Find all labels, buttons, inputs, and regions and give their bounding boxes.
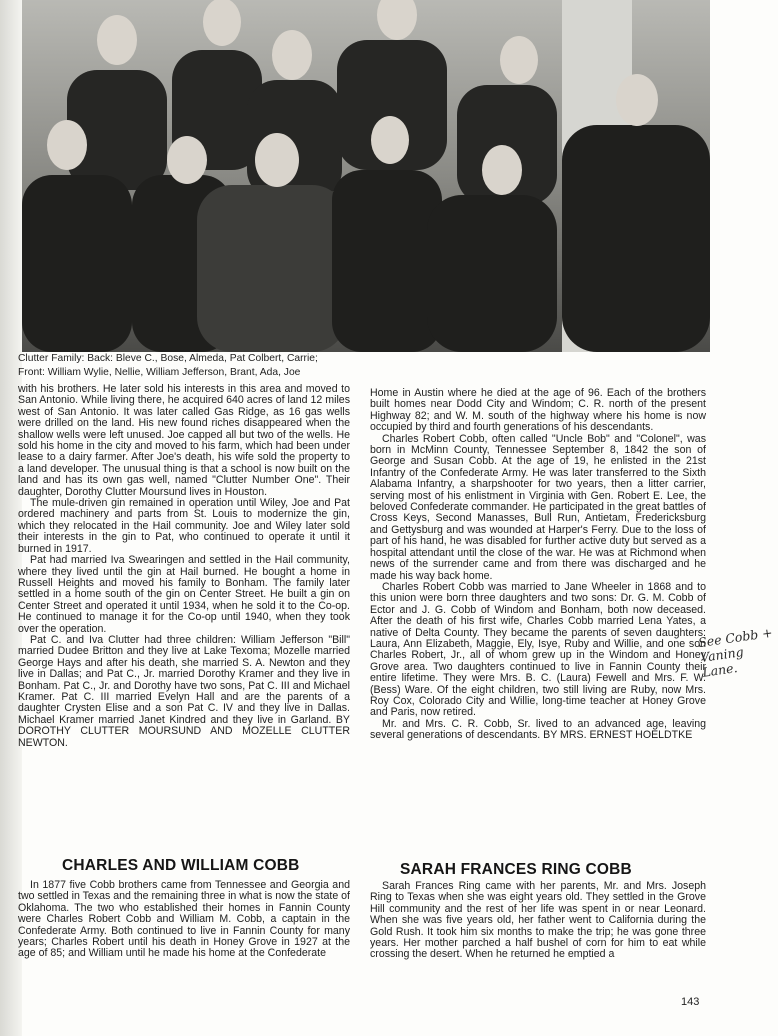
handwritten-line-3: Lane. (701, 660, 739, 680)
left-column-lower (18, 880, 350, 960)
right-column (370, 388, 706, 742)
page-number: 143 (681, 996, 700, 1008)
caption-line-1: Clutter Family: Back: Bleve C., Bose, Almeda, Pat Colbert, Carrie; (18, 353, 318, 364)
right-paragraph-4: Mr. and Mrs. C. R. Cobb, Sr. lived to an advanced age, leaving several generations of descendants. BY MRS. ERNEST HOELDTKE (370, 717, 706, 742)
heading-sarah-frances-ring-cobb: SARAH FRANCES RING COBB (400, 861, 632, 878)
right-paragraph-5: Sarah Frances Ring came with her parents, Mr. and Mrs. Joseph Ring to Texas when she was eight years old. They settled in the Grove Hill community and the rest of her life was spent in or near Leonard. When she was five years old, her father went to California during the Gold Rush. It took him six months to make the trip; he was gone three years. Her mother parched a half bushel of corn for him to eat while crossing the desert. When he returned he emptied a (370, 880, 706, 961)
right-column-lower (370, 881, 706, 961)
handwritten-note (697, 625, 775, 680)
left-paragraph-4: Pat C. and Iva Clutter had three children: William Jefferson "Bill" married Dudee Britton and they live at Lake Texoma; Mozelle married George Hays and after his death, she married S. A. Newton and they live in Dallas; and Pat C., Jr. married Dorothy Kramer and they live in Bonham. Pat C., Jr. and Dorothy have two sons, Pat C. III and Michael Kramer. Pat C. III married Evelyn Hall and are the parents of a daughter Crysten Elise and a son Pat C. IV and they live in Dallas. Michael Kramer married Janet Kindred and they live in Garland. BY DOROTHY CLUTTER MOURSUND AND MOZELLE CLUTTER NEWTON. (18, 633, 350, 749)
caption-line-2: Front: William Wylie, Nellie, William Jefferson, Brant, Ada, Joe (18, 366, 301, 378)
family-photograph (22, 0, 710, 352)
handwritten-line-2: Vaning (699, 644, 745, 665)
left-paragraph-5: In 1877 five Cobb brothers came from Tennessee and Georgia and two settled in Texas and the remaining three in what is now the state of Oklahoma. The two who established their homes in Fannin County were Charles Robert Cobb and William M. Cobb, a captain in the Confederate Army. Both continued to live in Fannin County for many years; Charles Robert until his death in Honey Grove in 1927 at the age of 85; and William until he made his home at the Confederate (18, 879, 350, 960)
left-column (18, 384, 350, 749)
left-paragraph-2: The mule-driven gin remained in operation until Wiley, Joe and Pat ordered machinery and parts from St. Louis to modernize the gin, which they relocated in the Hail community. Joe and Wiley later sold their interests in the gin to Pat, who continued to operate it until it burned in 1917. (18, 497, 350, 555)
left-paragraph-1: with his brothers. He later sold his interests in this area and moved to San Antonio. While living there, he acquired 640 acres of land 12 miles west of San Antonio. It was later called Gas Ridge, as 16 gas wells were drilled on the land. His new found riches disappeared when the shallow wells were left unused. Joe capped all but two of the wells. He sold his home in the city and moved to his farm, which had been under lease to a dairy farmer. After Joe's death, his wife sold the property to a land developer. The unusual thing is that a school is now built on the land and has its own gas well, named "Clutter Number One". Their daughter, Dorothy Clutter Moursund lives in Houston. (18, 383, 350, 498)
handwritten-line-1: See Cobb + (697, 624, 774, 651)
right-paragraph-2: Charles Robert Cobb, often called "Uncle Bob" and "Colonel", was born in McMinn County, Tennessee September 8, 1842 the son of George and Susan Cobb. At the age of 19, he enlisted in the 21st Infantry of the Confederate Army. He was later transferred to the Sixth Alabama Infantry, a sharpshooter for two years, then a litter carrier, serving most of his enlistment in Virginia with Gen. Robert E. Lee, the beloved Confederate commander. He participated in the great battles of Cross Keys, Second Manasses, Bull Run, Antietam, Fredericksburg and Gettysburg and was wounded at Harper's Ferry. Due to the loss of part of his hand, he was disabled for further active duty but served as a hospital attendant until the close of the war. He was at Richmond when news of the surrender came and from there was discharged and he made his way back home. (370, 432, 706, 582)
right-paragraph-1: Home in Austin where he died at the age of 96. Each of the brothers built homes near Dodd City and Windom; C. R. north of the present Highway 82; and W. M. south of the highway where his home is now occupied by third and fourth generations of his descendants. (370, 387, 706, 434)
left-paragraph-3: Pat had married Iva Swearingen and settled in the Hail community, where they lived until the gin at Hail burned. He bought a home in Russell Heights and moved his family to Bonham. The family later settled in a home south of the gin on Center Street. He built a gin on Center Street and operated it until 1934, when he sold it to the Co-op. He continued to manage it for the Co-op until 1940, when they took over the operation. (18, 554, 350, 635)
photo-caption (18, 352, 718, 379)
heading-charles-and-william-cobb: CHARLES AND WILLIAM COBB (62, 857, 300, 874)
right-paragraph-3: Charles Robert Cobb was married to Jane Wheeler in 1868 and to this union were born three daughters and two sons: Dr. G. M. Cobb of Ector and J. G. Cobb of Windom and Bonham, both now deceased. After the death of his first wife, Charles Cobb married Lena Yates, a native of Delta County. They became the parents of seven daughters: Laura, Ann Elizabeth, Maggie, Ely, Isye, Ruby and Willie, and one son Charles Robert, Jr., all of whom grew up in the Windom and Honey Grove area. Two daughters continued to live in Fannin County their entire lifetime. They were Mrs. B. C. (Laura) Fewell and Mrs. F. W. (Bess) Ware. Of the eight children, two still living are Ruby, now Mrs. Roy Cox, Colorado City and Willie, long-time teacher at Honey Grove and Paris, now retired. (370, 580, 706, 719)
